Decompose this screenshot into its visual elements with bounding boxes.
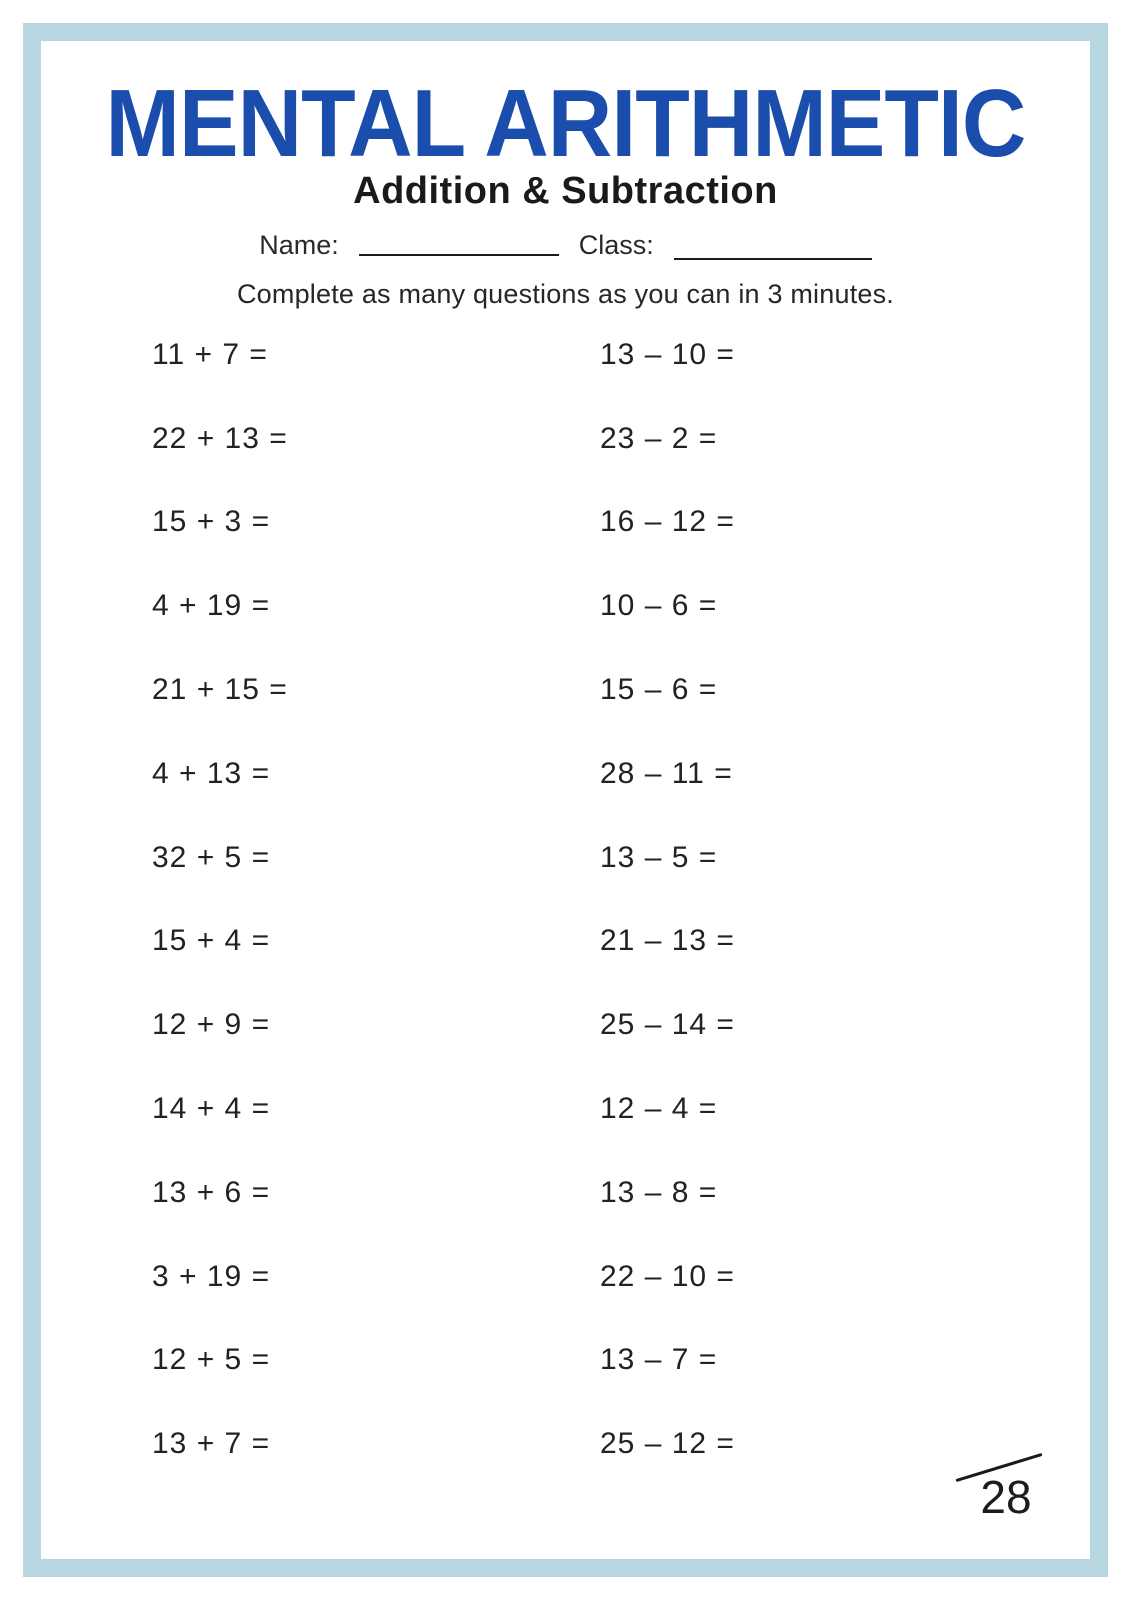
problem-left-12: 3 + 19 = xyxy=(152,1259,271,1293)
problem-right-1: 13 – 10 = xyxy=(600,337,735,371)
problem-right-5: 15 – 6 = xyxy=(600,673,718,707)
problems-right-column xyxy=(600,313,735,1486)
problem-left-3: 15 + 3 = xyxy=(152,505,271,539)
instruction-text: Complete as many questions as you can in 3 minutes. xyxy=(236,279,895,309)
problem-right-2: 23 – 2 = xyxy=(600,421,718,455)
problem-left-10: 14 + 4 = xyxy=(152,1092,271,1126)
problem-right-11: 13 – 8 = xyxy=(600,1175,718,1209)
name-underline xyxy=(359,254,559,256)
name-class-row xyxy=(0,230,1131,261)
class-label: Class: xyxy=(578,230,654,260)
problem-right-4: 10 – 6 = xyxy=(600,589,718,623)
problem-left-13: 12 + 5 = xyxy=(152,1343,271,1377)
problem-left-7: 32 + 5 = xyxy=(152,840,271,874)
name-label: Name: xyxy=(259,230,339,260)
problem-left-2: 22 + 13 = xyxy=(152,421,288,455)
problem-right-9: 25 – 14 = xyxy=(600,1008,735,1042)
problem-left-5: 21 + 15 = xyxy=(152,673,288,707)
problems-left-column xyxy=(152,313,288,1486)
problem-left-14: 13 + 7 = xyxy=(152,1427,271,1461)
problem-left-6: 4 + 13 = xyxy=(152,756,271,790)
problem-left-9: 12 + 9 = xyxy=(152,1008,271,1042)
problem-right-3: 16 – 12 = xyxy=(600,505,735,539)
problem-right-14: 25 – 12 = xyxy=(600,1427,735,1461)
problem-right-6: 28 – 11 = xyxy=(600,756,733,790)
problem-left-4: 4 + 19 = xyxy=(152,589,271,623)
problem-right-7: 13 – 5 = xyxy=(600,840,718,874)
problem-left-1: 11 + 7 = xyxy=(152,337,268,371)
page-subtitle: Addition & Subtraction xyxy=(353,170,778,212)
problem-left-8: 15 + 4 = xyxy=(152,924,271,958)
class-underline xyxy=(674,258,872,260)
problem-left-11: 13 + 6 = xyxy=(152,1175,271,1209)
problem-right-13: 13 – 7 = xyxy=(600,1343,718,1377)
problem-right-12: 22 – 10 = xyxy=(600,1259,735,1293)
problem-right-8: 21 – 13 = xyxy=(600,924,735,958)
page-title: MENTAL ARITHMETIC xyxy=(105,70,1026,177)
page-number: 28 xyxy=(980,1471,1032,1523)
problem-right-10: 12 – 4 = xyxy=(600,1092,718,1126)
